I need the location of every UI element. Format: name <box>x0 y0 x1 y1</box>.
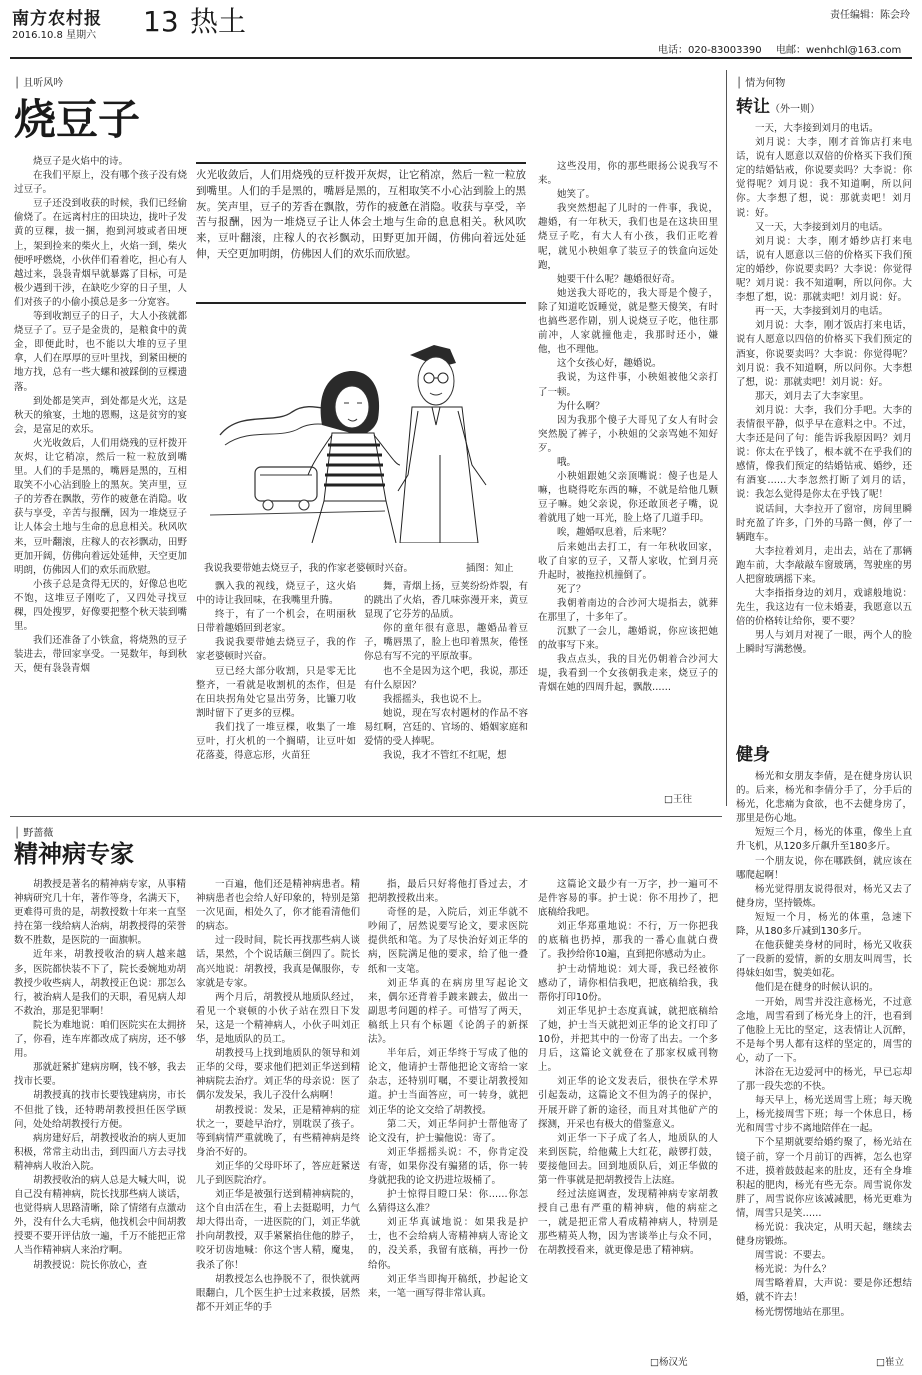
story-illustration <box>200 315 524 543</box>
story-title-right: 转让（外一则） <box>736 97 820 117</box>
lead-rule-bottom <box>196 302 526 304</box>
story-column-2: 飘入我的视线，烧豆子，这火焰中的诗让我回味，在我嘴里升腾。 终于，有了一个机会，在明丽秋日带着趣婚回到老家。 我说我要带她去烧豆子，我的作家老婆顿时兴奋。 豆已经大部分收割，只是零无比整齐，一看就是收割机的杰作，但是在田块拐角处它显出劳务，比镰刀收割时留下了更多的豆棵。 我们找了一堆豆棵，收集了一堆豆叶，打火机的一个搁晴，让豆叶如花落菱，得意忘形，火苗狂 <box>196 581 356 762</box>
column-label-bottom: │ 野蔷薇 <box>14 828 54 839</box>
story-column-1: 烧豆子是火焰中的诗。 在我们平原上，没有哪个孩子没有烧过豆子。 豆子还没到收获的时候，我们已经偷偷烧了。在远离村庄的田块边，拢叶子发黄的豆稞，拔一捆，抱到河坡或者田埂上，架到捡来的柴火上，火焰一到，柴火便呼呼燃烧，小伙伴们看着吃，担心有人越过来，袅袅青烟早就暴露了目标，可是极少遇到干涉，在缺吃少穿的日子里，人们对孩子的小偷小摸总是多一分宽容。 等到收割豆子的日子，大人小孩就都烧豆子了。豆子是金贵的，是粮食中的黄金，即便此时，也不能以大堆的豆子里拿，人们在厚厚的豆叶里找，到紧田梗的地方找，总有一些大螺和被踩倒的豆棵遗落。 到处都是笑声，到处都是火光，这是秋天的飨宴，土地的恩赐，这是贫穷的宴会，是富足的欢乐。 火光收敛后，人们用烧残的豆杆拨开灰烬，让它稍凉，然后一粒一粒放到嘴里。人们的手是黑的，嘴唇是黑的，互相取笑不小心沾到脸上的黑灰。笑声里，豆子的芳香在飘散，劳作的疲惫在消隐。收获与享受，辛苦与报酬，因为一堆烧豆子让人体会土地与生命的息息相关。秋风吹来，豆叶翻滚，庄稼人的衣衫飘动，田野更加开阔，仿佛向着远处延伸，天空更加明朗，仿佛因人们的欢乐而欣慰。 小孩子总是贪得无厌的，好像总也吃不饱，这堆豆子刚吃了，又四处寻找豆稞，四处搜罗，好像要把整个秋天装到嘴里。 我们还准备了小铁盒，将烧熟的豆子装进去，带回家享受。一晃数年，每到秋天，便有袅袅青烟 <box>14 156 187 675</box>
newspaper-logo: 南方农村报 <box>12 9 102 29</box>
story-column-4: 这些没用，你的那些眼扬公说我写不来。 她笑了。 我突然想起了儿时的一件事，我说，趣婚，有一年秋天，我们也是在这块田里烧豆子吃，有大人有小孩，我们正吃着呢，就见小秧姐拿了装豆子的铁盒向远处跑， 她要干什么呢？趣婚很好奇。 她送我大哥吃的，我大哥是个傻子，除了知道吃饭睡觉，就是整天傻笑，有时也搞些恶作剧，别人说烧豆子吃，他往那前冲，人家就撞他走，我那时还小，嫌他，也不理他。 这个女孩心好，趣婚说。 我说，为这件事，小秧姐被他父亲打了一顿。 为什么啊？ 因为我那个傻子大哥见了女人有时会突然脱了裤子，小秧姐的父亲骂她不知好歹。 哦。 小秧姐跟她父亲顶嘴说：傻子也是人嘛，也晓得吃东西的嘛，不就是给他几颗豆子嘛。她父亲说，你还敢顶老子嘴，说着就甩了她一耳光，脸上烙了几道手印。 唉，趣婚叹息着，后来呢？ 后来她出去打工，有一年秋收回家，收了自家的豆子，又帮人家收，忙到月亮升起时，被拖拉机撞倒了。 死了？ 我朝着南边的合沙河大堤指去，就葬在那里了，十多年了。 沉默了一会儿，趣婚说，你应该把她的故事写下来。 我点点头，我的目光仍朝着合沙河大堤，我看到一个女孩朝我走来，烧豆子的青烟在她的四周升起，飘散…… <box>538 161 718 694</box>
column-label-right: │ 情为何物 <box>736 78 786 89</box>
issue-date: 2016.10.8 星期六 <box>12 30 97 41</box>
story-column-fitness: 杨光和女朋友李倩，是在健身房认识的。后来，杨光和李倩分手了，分手后的杨光，化悲痛为食欲，也不去健身房了，那里是伤心地。 短短三个月，杨光的体重，像坐上直升飞机，从120多斤飙升至180多斤。 一个朋友说，你在哪跌倒，就应该在哪爬起啊！ 杨光觉得朋友说得很对，杨光又去了健身房，坚持锻炼。 短短一个月，杨光的体重，急速下降，从180多斤减到130多斤。 在他获健美身材的同时，杨光又收获了一段新的爱情，新的女朋友叫周雪，长得妹妇如雪，貌美如花。 他们是在健身的时候认识的。 一开始，周雪并没注意杨光，不过意念地，周雪看到了杨光身上的汗，也看到了他脸上无比的坚定，这表情让人沉醉，不是每个男人都有这样的坚定的，周雪的心，动了一下。 沐浴在无边爱河中的杨光，早已忘却了那一段失恋的不快。 每天早上，杨光送周雪上班；每天晚上，杨光接周雪下班；每一个休息日，杨光和周雪寸步不离地陪伴在一起。 下个星期就要给婚约聚了，杨光站在镜子前，穿一个月前订的西裤，怎么也穿不进，摸着鼓鼓起来的肚皮，还有全身堆积起的肥肉，杨光有些无奈。周雪说你发胖了，周雪说你应该减减肥，杨光更难为情，周雪只是笑…… 杨光说：我决定，从明天起，继续去健身房锻炼。 周雪说：不要去。 杨光说：为什么？ 周雪略着眉，大声说：要是你还想结婚，就不许去！ 杨光愣愣地站在那里。 <box>736 771 912 1318</box>
story-column-right: 一天，大李接到刘月的电话。 刘月说：大李，刚才首饰店打来电话，说有人愿意以双倍的价格买下我们预定的结婚钻戒，你说要卖吗？大李说：你觉得呢？刘月说：我不知道啊，所以问你。大李想了想，说：那就卖吧！刘月说：好。 又一天，大李接到刘月的电话。 刘月说：大李，刚才婚纱店打来电话，说有人愿意以三倍的价格买下我们预定的婚纱，你说要卖吗？大李说：你觉得呢？刘月说：我不知道啊，所以问你。大李想了想，说：那就卖吧！刘月说：好。 再一天，大李接到刘月的电话。 刘月说：大李，刚才饭店打来电话，说有人愿意以四倍的价格买下我们预定的酒宴，你说要卖吗？大李说：你觉得呢？刘月说：我不知道啊，所以问你。大李想了想，说：那就卖吧！刘月说：好。 那天，刘月去了大李家里。 刘月说：大李，我们分手吧。大李的表情很平静，似乎早在意料之中。不过，大李还是问了句：能告诉我原因吗？刘月说：你太在乎钱了，根本就不在乎我们的感情，像我们预定的结婚钻戒、婚纱，还有酒宴……大李忽然打断了刘月的话，说：我怎么觉得是你太在乎钱了呢！ 说话间，大李拉开了窗帘，房间里瞬时充盈了许多，门外的马路一侧，停了一辆跑车。 大李拉着刘月，走出去，站在了那辆跑车前，大李敲敲车窗玻璃，驾驶座的男人把窗玻璃摇下来。 大李指指身边的刘月，戏谑般地说：先生，我这边有一位未婚妻，我愿意以五倍的价格转让给你，要不要？ 男人与刘月对视了一眼，两个人的脸上瞬时写满愁慢。 <box>736 123 912 656</box>
lead-paragraph: 火光收敛后，人们用烧残的豆杆拨开灰烬，让它稍凉，然后一粒一粒放到嘴里。人们的手是黑的，嘴唇是黑的，互相取笑不小心沾到脸上的黑灰。笑声里，豆子的芳香在飘散，劳作的疲惫在消隐。收获与享受，辛苦与报酬，因为一堆烧豆子让人体会土地与生命的息息相关。秋风吹来，豆叶翻滚，庄稼人的衣衫飘动，田野更加开阔，仿佛向着远处延伸，天空更加明朗，仿佛因人们的欢乐而欣慰。 <box>196 169 526 260</box>
story-title: 烧豆子 <box>14 95 141 144</box>
page-number: 13 <box>143 5 179 38</box>
story-title-bottom: 精神病专家 <box>14 839 134 868</box>
header-rule <box>10 57 912 59</box>
story-bottom-column-2: 一百遍，他们还是精神病患者。精神病患者也会给人好印象的，特别是第一次见面，相处久了，你才能看清他们的病态。 过一段时间，院长再找那些病人谈话，果然，个个说话颠三倒四了。院长高兴地说：胡教授，我真是佩服你，专家就是专家。 两个月后，胡教授从地质队经过，看见一个衰顿的小伙子站在烈日下发呆，这是一个精神病人，小伙子叫刘正华，是地质队的员工。 胡教授马上找到地质队的领导和刘正华的父母，要求他们把刘正华送到精神病院去治疗。刘正华的母亲说：医了偶尔发发呆，我儿子没什么病啊！ 胡教授说：发呆，正是精神病的症状之一，要趁早治疗，别耽误了孩子。等到病情严重就晚了，有些精神病是终身治不好的。 刘正华的父母吓坏了，答应赶紧送儿子到医院治疗。 刘正华是被强行送到精神病院的，这个自由活在生，看上去挺聪明，力气却大得出奇，一进医院的门，刘正华就扑向胡教授，双手紧紧掐住他的脖子，咬牙切齿地喊：你这个害人精，魔鬼，我杀了你！ 胡教授怎么也挣脱不了，很快就两眼翻白，几个医生护士过来救援，居然都不开刘正华的手 <box>196 879 360 1313</box>
lead-rule-top <box>196 162 526 164</box>
contact-phone: 电话：020-83003390 <box>658 45 762 56</box>
section-divider <box>10 816 722 817</box>
illustration-caption: 我说我要带她去烧豆子，我的作家老婆顿时兴奋。 <box>204 563 414 574</box>
story-author: □王往 <box>664 794 692 805</box>
column-divider <box>726 70 727 806</box>
story-bottom-column-1: 胡教授是著名的精神病专家，从事精神病研究几十年，著作等身，名满天下，更难得可贵的是，胡教授数十年来一直坚持在第一线给病人治病，胡教授得的荣誉数不胜数，是医院的一面旗帜。 近年来，胡教授收治的病人越来越多，医院都快装不下了，院长委婉地劝胡教授少收些病人，胡教授正色说：那怎么行，被治病人是我们的天职，看见病人却不救治，那是犯罪啊！ 院长为难地说：咱们医院实在太拥挤了，你看，连车库都改成了病房，还不够用。 那就赶紧扩建病房啊，钱不够，我去找市长要。 胡教授真的找市长要钱建病房，市长不但批了钱，还特聘胡教授担任医学顾问，处处给胡教授行方便。 病房建好后，胡教授收治的病人更加积极，常常主动出击，到四面八方去寻找精神病人收治入院。 胡教授收治的病人总是大喊大叫，说自己没有精神病，院长找那些病人谈话，也觉得病人思路清晰，除了情绪有点激动外，没有什么大毛病，他找机会中间胡教授要不要开评估放一遍，千万不能把正常人当作精神病人来治疗啊。 胡教授说：院长你放心，查 <box>14 879 186 1271</box>
column-label: │ 且听风吟 <box>14 78 64 89</box>
story-bottom-column-3: 指，最后只好将他打昏过去，才把胡教授救出来。 奇怪的是，入院后，刘正华就不吵闹了，居然说要写论文，要求医院提供纸和笔。为了尽快治好刘正华的病，医院满足他的要求，给了他一叠纸和一支笔。 刘正华真的在病房里写起论文来，偶尔还背着手踱来踱去，做出一副思考问题的样子。可惜写了两天，稿纸上只有个标题《论鸽子的新探法》。 半年后，刘正华终于写成了他的论文，他请护士帮他把论文寄给一家杂志，还特别叮嘱，不要让胡教授知道。护士当面答应，可一转身，就把刘正华的论文交给了胡教授。 第二天，刘正华问护士帮他寄了论文没有，护士骗他说：寄了。 刘正华摇摇头说：不，你肯定没有寄，如果你没有骗猪的话，你一转身就把我的论文扔进垃圾桶了。 护士惊得目瞪口呆：你……你怎么猜得这么准？ 刘正华真诚地说：如果我是护士，也不会给病人寄精神病人寄论文的，没关系，我留有底稿，再抄一份给你。 刘正华当即掏开稿纸，抄起论文来，一笔一画写得非常认真。 <box>368 879 528 1299</box>
story-title-fitness: 健身 <box>736 745 770 765</box>
couple-drawing <box>200 315 524 543</box>
editor-credit: 责任编辑：陈会玲 <box>830 10 910 21</box>
story-bottom-column-4: 这篇论文最少有一万字，抄一遍可不是件容易的事。护士说：你不用抄了，把底稿给我吧。 刘正华郑重地说：不行，万一你把我的底稿也扔掉，那我的一番心血就白费了。我抄给你10遍，直到把你感动为止。 护士动情地说：刘大哥，我已经被你感动了，请你相信我吧，把底稿给我，我帮你打印10份。 刘正华见护士态度真诚，就把底稿给了她，护士当天就把刘正华的论文打印了10份，并把其中的一份寄了出去。一个多月后，这篇论文就登在了那家权威刊物上。 刘正华的论文发表后，很快在学术界引起轰动，这篇论文不但为鸽子的保护，开展开辟了新的途径，而且对其他矿产的探测，开采也有极大的借鉴意义。 刘正华一下子成了名人，地质队的人来到医院，给他戴上大红花，敲锣打鼓，要接他回去。回到地质队后，刘正华做的第一件事就是把胡教授告上法庭。 经过法庭调查，发现精神病专家胡教授自己患有严重的精神病，他的病症之一，就是把正常人看成精神病人，特别是那些精英人物，因为害谈举止与众不同，在胡教授看来，就更像是患了精神病。 <box>538 879 718 1257</box>
illustration-credit: 插图：知止 <box>466 563 514 574</box>
section-title: 热土 <box>190 5 247 38</box>
story-author-bottom: □杨汉光 <box>650 1357 688 1368</box>
story-author-fitness: □崔立 <box>876 1357 904 1368</box>
contact-email: 电邮：wenhchl@163.com <box>776 45 902 56</box>
story-column-3: 舞，青烟上扬，豆荚纷纷炸裂，有的跳出了火焰，香几味弥漫开来，黄豆显现了它芬芳的品质。 你的童年很有意思，趣婚品着豆子，嘴唇黑了，脸上也印着黑灰，倦怪你总有写不完的平原故事。 也不全是因为这个吧，我说，那还有什么原因？ 我摇摇头，我也说不上。 她说，现在写农村题材的作品不容易红啊，宫廷的、官场的、婚姻家庭和爱情的受人捧呢。 我说，我才不管红不红呢，想 <box>364 581 528 762</box>
